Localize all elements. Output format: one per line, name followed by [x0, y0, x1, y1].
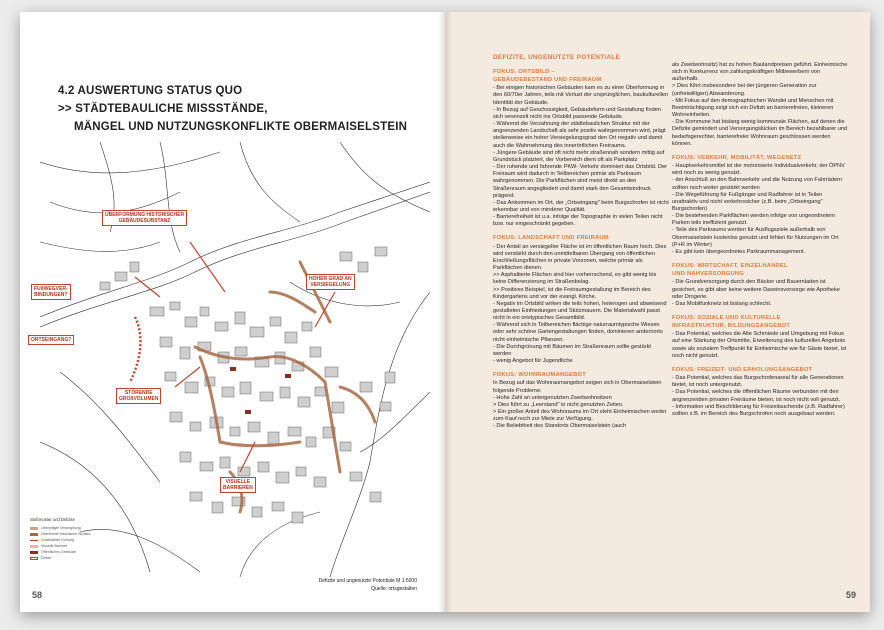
heading-line: MÄNGEL UND NUTZUNGSKONFLIKTE OBERMAISELSTEIN — [74, 121, 408, 133]
legend-label: Unattraktive Fußweg — [41, 538, 75, 542]
focus-heading: FOKUS: FREIZEIT- UND ERHOLUNGSANGEBOT — [672, 366, 813, 373]
paragraph: > Dies führt insbesondere bei der jüngeren Generation zur (unfreiwilligen) Abwanderung. — [672, 83, 817, 97]
label-line: ÜBERFORMUNG HISTORISCHER — [105, 212, 185, 218]
paragraph: - Negativ im Ortsbild wirken die teils hohen, heterogen und abweisend gestalteten Einfriedungen und Stützmauern. Die Materialwahl passt nicht in ein ortstypisches Gesamtbild. — [493, 300, 667, 322]
label-line: HOHER GRAD AN — [309, 276, 352, 282]
paragraph: > Ein großer Anteil des Wohnraums im Ort steht Einheimischen weder zum Kauf noch zur Miete zur Verfügung. — [493, 409, 667, 423]
map-label-visuelle — [220, 477, 256, 493]
legend-item — [30, 526, 140, 530]
legend-label: Überprägte Versiegelung — [41, 526, 81, 530]
legend-swatch — [30, 557, 38, 560]
label-line: GEBÄUDESUBSTANZ — [118, 218, 171, 224]
legend-swatch — [30, 540, 38, 541]
focus-heading: INFRASTRUKTUR, BILDUNGSANGEBOT — [672, 323, 791, 330]
paragraph: - der Anschluß an den Bahnverkehr und die Nutzung von Fahrrädern sollten noch weiter gestärkt werden — [672, 177, 843, 191]
legend-swatch — [30, 551, 38, 554]
paragraph: - Der ruhende und fahrende PKW- Verkehr dominiert das Ortsbild. Der Freiraum wird dadurch in Teilbereichen primär als Parkraum wahrgenommen. Die Parkflächen sind meist direkt an den Straßenraum angegliedert und damit stark den Gesamteindruck prägend. — [493, 164, 668, 199]
focus-heading: FOKUS: WIRTSCHAFT, EINZELHANDEL — [672, 263, 788, 270]
heading-line: 4.2 AUSWERTUNG STATUS QUO — [58, 85, 243, 97]
paragraph: - Das Potential, welches die Alte Schmiede und Umgebung mit Fokus auf eine Stärkung der Ortsmitte, Erweiterung des kulturellen Angebots sowie als sozialem Treffpunkt für Einheimische wie für Gäste bietet, ist noch nicht genutzt. — [672, 331, 847, 359]
legend-item — [30, 538, 140, 542]
legend-swatch — [30, 545, 38, 548]
paragraph: - Das Potential, welches das Burgschrofenareal für alle Generationen bietet, ist noch untergenutzt. — [672, 375, 844, 389]
page-number-right: 59 — [845, 590, 856, 600]
legend-label: Öffentliches Gebäude — [41, 550, 76, 554]
paragraph: > Dies führt zu „Leerstand" in nicht genutzten Zeiten. — [493, 401, 624, 408]
paragraph: - Während die Verzahnung der städtebaulichen Struktur mit der angrenzenden Landschaft als sehr positiv wahrgenommen wird, prägt stellenweise ein hoher Versiegelungsgrad den Ort negativ und damit auch die Wahrnehmung des innerörtlichen Freiraums. — [493, 121, 666, 149]
map-label-stoerende — [116, 388, 161, 404]
map-label-ueberformung — [102, 210, 187, 226]
focus-heading: FOKUS: VERKEHR, MOBILITÄT, WEGENETZ — [672, 154, 802, 161]
village-map — [40, 142, 430, 577]
paragraph: >> Asphaltierte Flächen sind hier vorherrschend, es gibt wenig bis keine Differenzierung im Straßenbelag. — [493, 272, 657, 286]
legend-label: Defizit — [41, 556, 51, 560]
legend-item — [30, 550, 140, 554]
focus-heading: FOKUS: ORTSBILD – — [493, 69, 555, 75]
text-column-1 — [493, 62, 669, 431]
paragraph: - Mit Fokus auf den demographischen Wandel und Menschen mit Beeinträchtigung zeigt sich ein Defizit an barrierefreien, kleineren Wohneinheiten. — [672, 97, 834, 119]
paragraph: - Der Anteil an versiegelter Fläche ist im öffentlichen Raum hoch. Dies wird verstärkt durch den unmittelbaren Übergang von öffentlichen Erschließungsflächen in private Vorzonen, welche primär als Parkflächen dienen. — [493, 243, 667, 272]
paragraph: - Es gibt kein übergeordnetes Parkraummanagement. — [672, 248, 806, 255]
focus-heading: GEBÄUDEBESTAND UND FREIRAUM — [493, 77, 602, 84]
page-number-left: 58 — [32, 590, 43, 600]
legend-label: Überformte historische Struktur — [41, 532, 91, 536]
legend-label: Visuelle Barriere — [41, 544, 68, 548]
label-line: BARRIEREN — [223, 485, 253, 491]
paragraph: - Das Potential, welches die öffentlichen Räume verbunden mit den angrenzenden privaten Freiräume bieten, ist noch nicht voll genutzt. — [672, 389, 841, 403]
paragraph: - Teile des Parkraums werden für Ausflugsziele außerhalb von Obermaiselstein kostenlos genutzt und fehlen für Nutzungen im Ort (P+R im Winter) — [672, 227, 839, 248]
paragraph: - Die Kommune hat bislang wenig kommunale Flächen, auf denen die Defizite gemindert und Versorgungslücken im Bereich bezahlbarer und bedarfsgerechter, barrierefreier Wohnraum geschlossen werden können. — [672, 119, 848, 147]
label-line: STÖRENDE — [124, 390, 153, 396]
page-title: DEFIZITE, UNGENUTZTE POTENTIALE — [493, 54, 621, 61]
caption-line: Quelle: ortsgestalten — [371, 586, 417, 592]
right-page — [445, 12, 870, 612]
paragraph: als Zweitwohnsitz) hat zu hohen Baulandpreisen geführt. Einheimische sich in Konkurrenz von zahlungskräftigen Mitbewerbern von außerhalb. — [672, 62, 848, 83]
label-line: VISUELLE — [225, 479, 251, 485]
focus-heading: FOKUS: WOHNRAUMANGEBOT — [493, 372, 586, 379]
paragraph: - Hohe Zahl an untergenutzten Zweitwohnsitzen — [493, 394, 612, 401]
paragraph: - Jüngere Gebäude sind oft nicht mehr straßennah sondern mittig auf Grundstück platziert, der Vorbereich dient oft als Parkplatz — [493, 149, 665, 163]
paragraph: - Die bestehenden Parkflächen werden infolge von ungeordnetem Parken teils ineffizient genutzt. — [672, 213, 835, 227]
paragraph: In Bezug auf das Wohnraumangebot zeigen sich in Obermaiselstein folgende Probleme: — [493, 380, 662, 394]
map-label-fusswege — [31, 284, 71, 300]
label-line: FUßWEGVER- — [34, 286, 68, 292]
label-line: VERSIEGELUNG — [310, 282, 351, 288]
book-spread — [20, 12, 870, 612]
paragraph: - Hauptverkehrsmittel ist der motorisierte Individualverkehr, der ÖPNV wird noch zu wenig genutzt. — [672, 163, 845, 177]
label-line: ORTSEINGANG? — [31, 337, 72, 343]
focus-heading: UND NAHVERSORGUNG — [672, 271, 745, 278]
label-line: BINDUNGEN? — [34, 292, 68, 298]
legend-title: Stoßmuster und Defizite — [30, 517, 75, 522]
paragraph: - Während sich in Teilbereichen flächige naturraumtypische Wiesen oder sehr schöne Gartengestaltungen finden, dominieren andernorts nicht einheimische Pflanzen. — [493, 322, 663, 343]
map-caption — [319, 577, 417, 593]
legend-swatch — [30, 527, 38, 530]
paragraph: - In Bezug auf Geschossigkeit, Gebäudeform und Gestaltung finden sich vereinzelt nicht ins Ortsbild passende Gebäude. — [493, 106, 661, 120]
book-gutter — [438, 12, 452, 612]
legend-item — [30, 532, 140, 536]
paragraph: - wenig Angebot für Jugendliche — [493, 358, 573, 365]
paragraph: - Die Wegeführung für Fußgänger und Radfahrer ist in Teilen unattraktiv und nicht verkehrssicher (z.B. beim „Ortseingang" Burgschrofen) — [672, 191, 823, 212]
paragraph: - Barrierefreiheit ist u.a. infolge der Topographie in vielen Teilen nicht bzw. nur eingeschränkt gegeben. — [493, 214, 663, 228]
focus-heading: FOKUS: LANDSCHAFT UND FREIRAUM — [493, 235, 609, 242]
legend-swatch — [30, 533, 38, 536]
paragraph: - Das Ankommen im Ort, der „Ortseingang" beim Burgschrofen ist nicht erkennbar und von minderer Qualität. — [493, 199, 669, 213]
paragraph: - Die Beliebtheit des Standorts Obermaiselstein (auch — [493, 423, 627, 430]
map-label-hoher-grad — [306, 274, 355, 290]
heading-line: >> STÄDTEBAULICHE MISSSTÄNDE, — [58, 103, 268, 115]
label-line: GROßVOLUMEN — [119, 396, 159, 402]
left-page — [20, 12, 445, 612]
map-legend — [30, 517, 140, 562]
paragraph: - Die Durchgrünung mit Bäumen im Straßenraum sollte gestärkt werden — [493, 343, 651, 357]
paragraph: >> Positives Beispiel, ist die Freiraumgestaltung im Bereich des Kindergartens und vor der evangl. Kirche. — [493, 286, 651, 300]
legend-item — [30, 556, 140, 560]
paragraph: - Bei einigen historischen Gebäuden kam es zu einer Überformung in den 60/70er Jahren, teils mit Verlust der ursprünglichen, baukulturellen Identität der Gebäude. — [493, 85, 669, 106]
paragraph: - Die Grundversorgung durch den Bäcker und Bauernladen ist gesichert, es gibt aber keine weitere Daseinsvorsorge wie Apotheke oder Drogerie. — [672, 279, 840, 300]
focus-heading: FOKUS: SOZIALE UND KULTURELLE — [672, 315, 781, 321]
paragraph: - Information und Beschilderung für Freizeitsuchende (z.B. Radfahrer) sollten z.B. im Bereich des Burgschrofen noch ausgebaut werden. — [672, 403, 845, 417]
caption-line: Defizite und ungenutzte Potentiale M 1:5000 — [318, 578, 417, 584]
paragraph: - Das Mobilfunknetz ist bislang schlecht. — [672, 300, 772, 307]
text-column-2 — [672, 62, 848, 418]
map-label-ortseingang — [28, 335, 74, 345]
section-heading — [58, 82, 407, 136]
legend-item — [30, 544, 140, 548]
